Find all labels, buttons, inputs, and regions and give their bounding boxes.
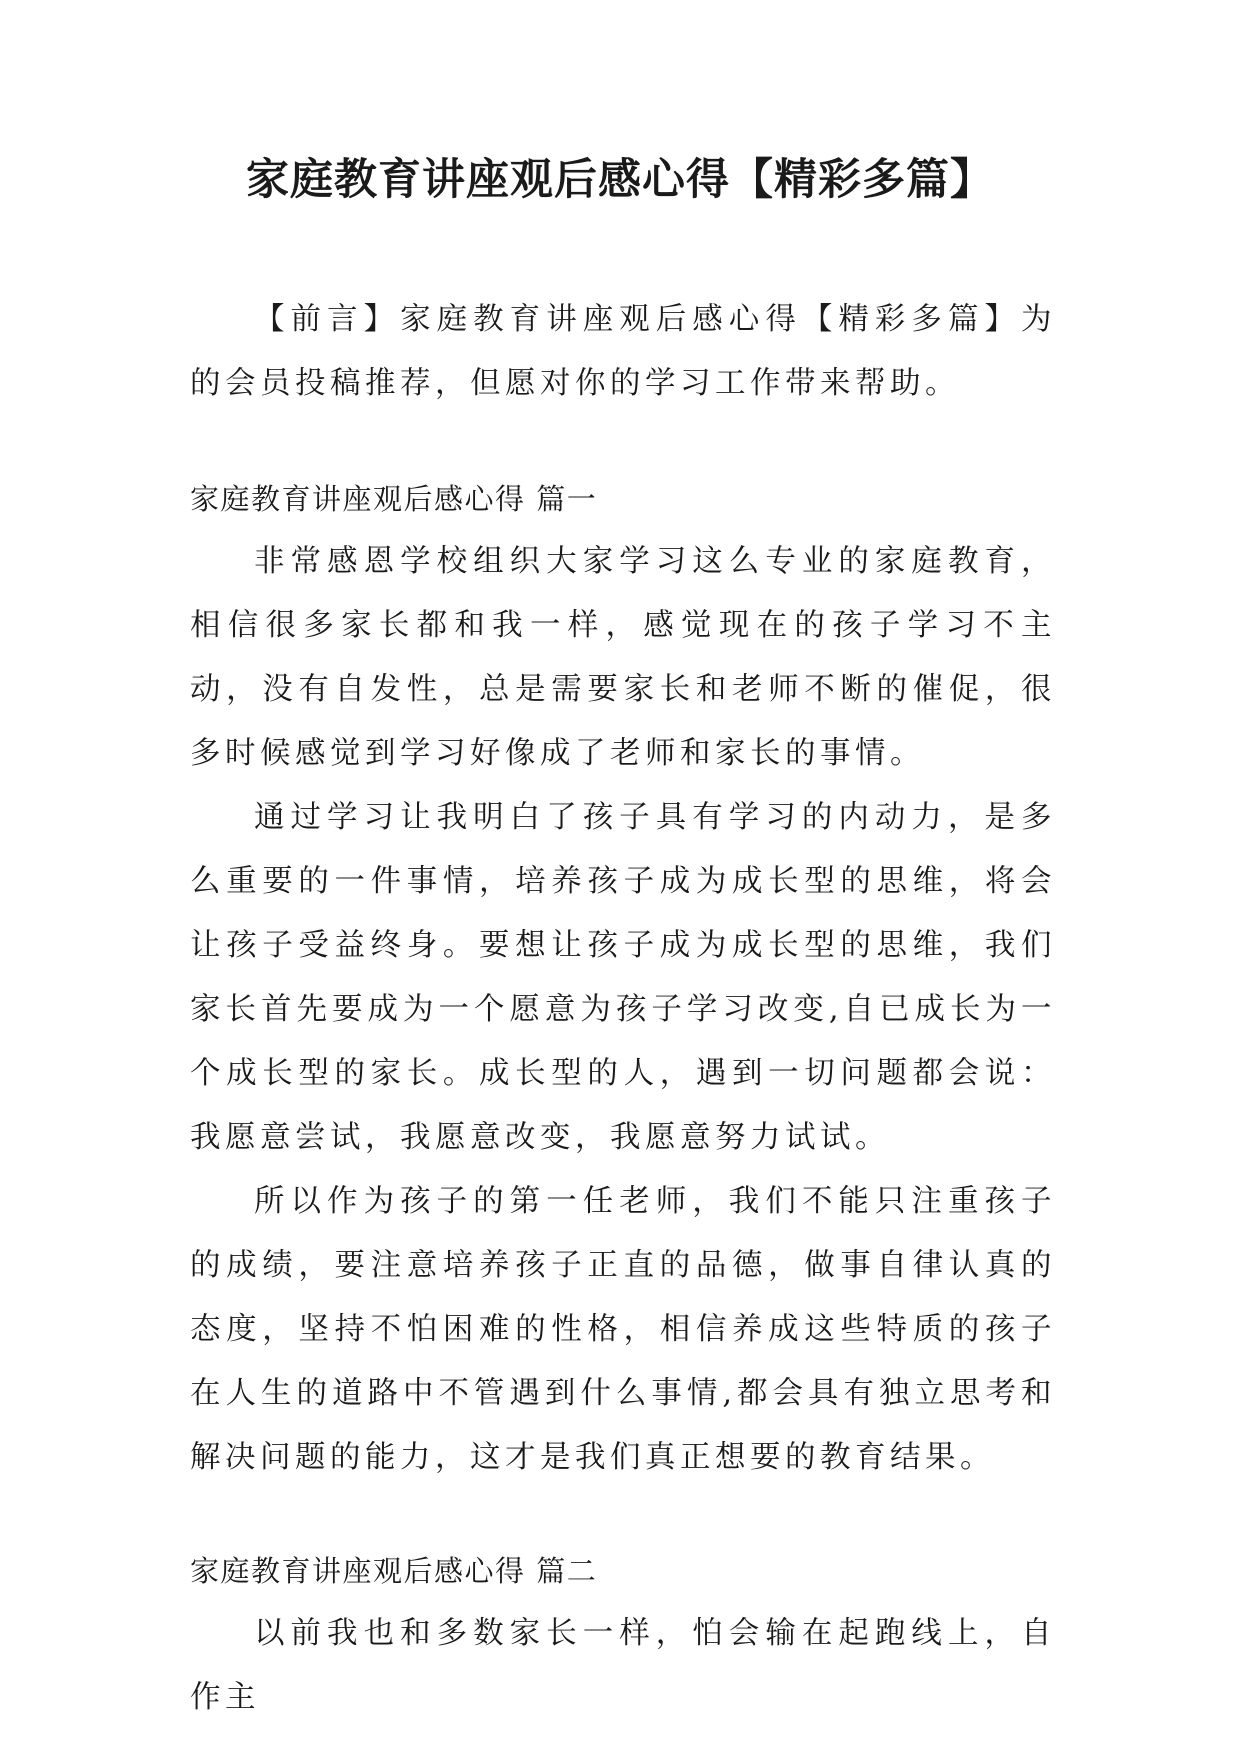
section-gap (190, 416, 1056, 468)
preface-paragraph: 【前言】家庭教育讲座观后感心得【精彩多篇】为的会员投稿推荐，但愿对你的学习工作带来帮助。 (190, 302, 1056, 401)
section-1-paragraph-3: 所以作为孩子的第一任老师，我们不能只注重孩子的成绩，要注意培养孩子正直的品德，做事自律认真的态度，坚持不怕困难的性格，相信养成这些特质的孩子在人生的道路中不管遇到什么事情,都会具有独立思考和解决问题的能力，这才是我们真正想要的教育结果。 (190, 1184, 1056, 1475)
section-1-paragraph-1: 非常感恩学校组织大家学习这么专业的家庭教育，相信很多家长都和我一样，感觉现在的孩子学习不主动，没有自发性，总是需要家长和老师不断的催促，很多时候感觉到学习好像成了老师和家长的事情。 (190, 544, 1056, 771)
document-title: 家庭教育讲座观后感心得【精彩多篇】 (246, 155, 994, 205)
section-heading-1: 家庭教育讲座观后感心得 篇一 (190, 482, 598, 516)
section-heading-2: 家庭教育讲座观后感心得 篇二 (190, 1554, 598, 1588)
section-2-paragraph-1: 以前我也和多数家长一样，怕会输在起跑线上，自作主 (190, 1616, 1056, 1715)
section-1-paragraph-2: 通过学习让我明白了孩子具有学习的内动力，是多么重要的一件事情，培养孩子成为成长型的思维，将会让孩子受益终身。要想让孩子成为成长型的思维，我们家长首先要成为一个愿意为孩子学习改变,自已成长为一个成长型的家长。成长型的人，遇到一切问题都会说：我愿意尝试，我愿意改变，我愿意努力试试。 (190, 800, 1056, 1155)
document-body (190, 288, 1056, 1730)
section-gap (190, 1490, 1056, 1540)
